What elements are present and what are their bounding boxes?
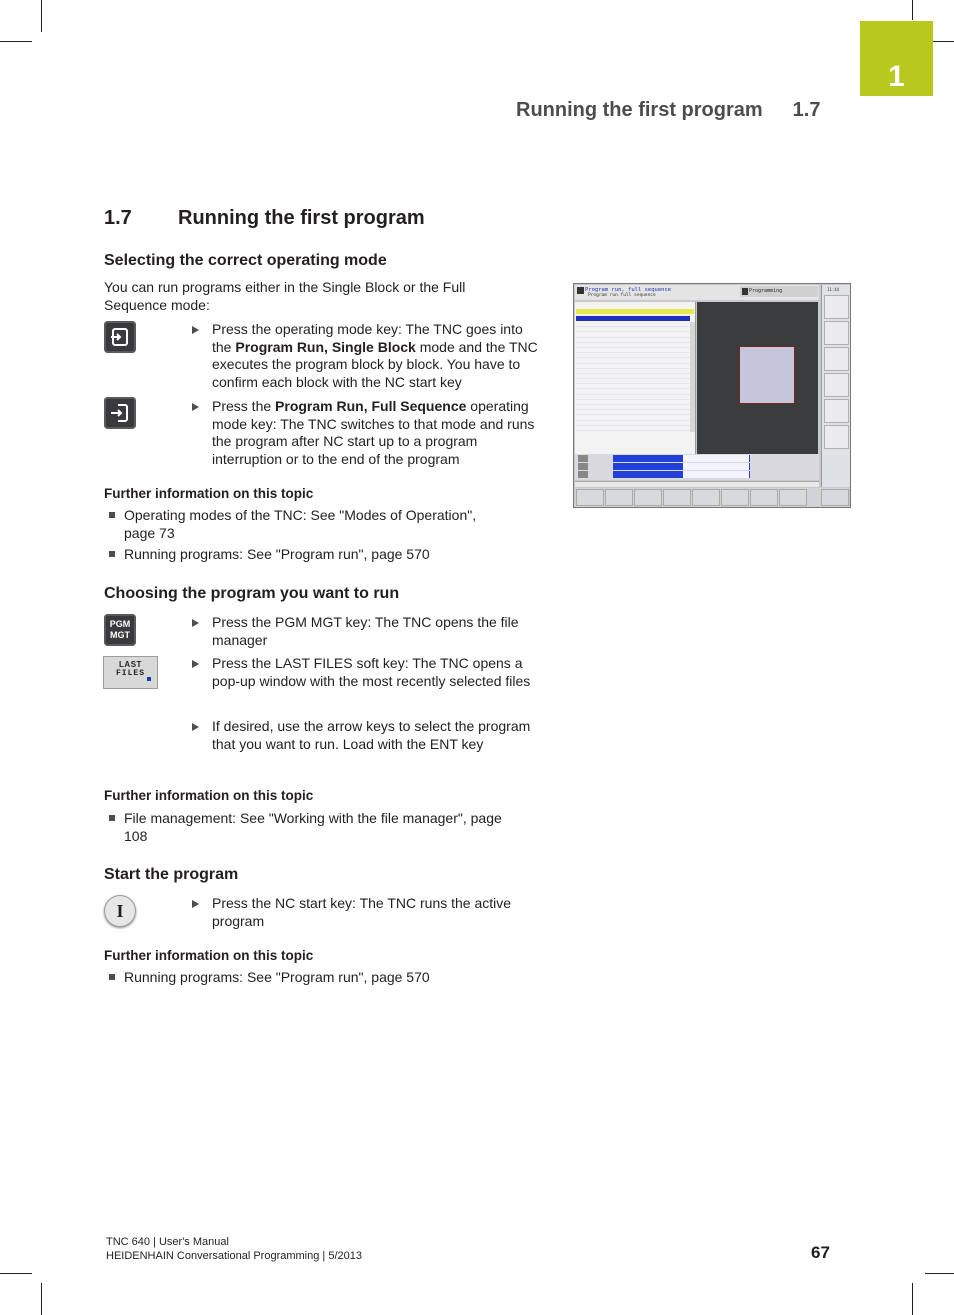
- side-softkey[interactable]: [824, 373, 849, 397]
- crop-mark: [0, 41, 32, 42]
- step-single-block: [192, 321, 538, 391]
- crop-mark: [41, 0, 42, 32]
- further-info-heading: Further information on this topic: [104, 788, 314, 803]
- tnc-screenshot: [573, 283, 851, 508]
- screen-clock: 11:44: [827, 287, 840, 292]
- softkey-line1: LAST: [119, 660, 142, 669]
- step-marker: [192, 619, 199, 627]
- screen-softkey[interactable]: [692, 489, 720, 506]
- full-sequence-icon: [104, 397, 136, 429]
- single-block-key[interactable]: [104, 321, 136, 353]
- last-files-softkey[interactable]: [103, 656, 158, 689]
- crop-mark: [925, 1273, 954, 1274]
- bullet-marker: [109, 512, 115, 518]
- side-panel: [821, 285, 850, 487]
- side-softkey[interactable]: [824, 425, 849, 449]
- running-head-title: Running the first program: [516, 99, 763, 121]
- position-value: [683, 463, 749, 470]
- section-title-text: Running the first program: [178, 207, 425, 229]
- softkey-indicator: [147, 677, 151, 681]
- screen-header: [575, 285, 819, 300]
- step-text: Press the PGM MGT key: The TNC opens the file manager: [212, 614, 519, 648]
- listing-highlight: [576, 309, 694, 314]
- running-head-number: 1.7: [792, 99, 821, 121]
- listing-scrollbar[interactable]: [690, 322, 695, 432]
- programming-mode: Programming: [740, 286, 818, 297]
- screen-softkey[interactable]: [750, 489, 778, 506]
- list-item[interactable]: [109, 546, 509, 564]
- step-text: If desired, use the arrow keys to select the program that you want to run. Load with the ENT key: [212, 718, 531, 752]
- softkey-line2: FILES: [115, 669, 145, 678]
- side-softkey[interactable]: [824, 399, 849, 423]
- list-item-text: Running programs: See "Program run", page 570: [124, 546, 430, 562]
- step-text: Press the Program Run, Full Sequence operating mode key: The TNC switches to that mode and runs the program after NC start up to a program interruption or to the end of the program: [212, 398, 535, 467]
- step-marker: [192, 326, 199, 334]
- full-sequence-key[interactable]: [104, 397, 136, 429]
- screen-softkey[interactable]: [663, 489, 691, 506]
- step-text: Press the LAST FILES soft key: The TNC opens a pop-up window with the most recently selected files: [212, 655, 531, 689]
- side-softkey[interactable]: [824, 347, 849, 371]
- section-title: [104, 207, 425, 230]
- step-text: Press the operating mode key: The TNC goes into the Program Run, Single Block mode and the TNC executes the program block by block. You have to confirm each block with the NC start key: [212, 321, 538, 390]
- workpiece-graphic: [739, 346, 795, 404]
- mode-icon: [577, 287, 584, 294]
- further-info-heading: Further information on this topic: [104, 486, 314, 501]
- list-item-text: Operating modes of the TNC: See "Modes of Operation", page 73: [124, 507, 477, 541]
- footer-line2: HEIDENHAIN Conversational Programming | 5/2013: [106, 1250, 362, 1262]
- screen-softkey[interactable]: [721, 489, 749, 506]
- nc-start-key[interactable]: I: [104, 895, 136, 927]
- step-nc-start: [192, 895, 538, 930]
- bullet-marker: [109, 815, 115, 821]
- crop-mark: [912, 0, 913, 20]
- list-item[interactable]: [109, 969, 509, 987]
- program-listing: [575, 302, 696, 454]
- footer-line1: TNC 640 | User's Manual: [106, 1236, 229, 1248]
- side-softkey[interactable]: [824, 321, 849, 345]
- chapter-tab: [860, 21, 933, 96]
- step-full-sequence: [192, 398, 538, 468]
- mode-title: Program run, full sequence: [585, 287, 672, 293]
- choosing-heading: Choosing the program you want to run: [104, 585, 400, 602]
- step-marker: [192, 403, 199, 411]
- step-marker: [192, 900, 199, 908]
- single-block-icon: [104, 321, 136, 353]
- screen-softkey[interactable]: [634, 489, 662, 506]
- axis-icon: [578, 471, 588, 478]
- list-item-text: File management: See "Working with the file manager", page 108: [124, 810, 502, 844]
- pgm-key-line2: MGT: [110, 630, 130, 640]
- step-pgm-mgt: [192, 614, 538, 649]
- list-item-text: Running programs: See "Program run", page 570: [124, 969, 430, 985]
- side-softkey[interactable]: [824, 295, 849, 319]
- screen-softkey[interactable]: [576, 489, 604, 506]
- listing-lines: [576, 322, 690, 431]
- step-select-program: [192, 718, 538, 753]
- pgm-mgt-key[interactable]: [104, 614, 136, 646]
- status-bar: [575, 481, 819, 487]
- page-number: 67: [811, 1243, 830, 1262]
- running-head: [516, 99, 820, 122]
- list-item[interactable]: [109, 810, 509, 845]
- selecting-heading: Selecting the correct operating mode: [104, 252, 387, 269]
- chapter-number: 1: [888, 60, 905, 93]
- crop-mark: [912, 1283, 913, 1315]
- listing-active-line: [576, 316, 690, 321]
- further-info-heading: Further information on this topic: [104, 948, 314, 963]
- screen-softkey[interactable]: [605, 489, 633, 506]
- axis-icon: [578, 455, 588, 462]
- bullet-marker: [109, 551, 115, 557]
- axis-icon: [578, 463, 588, 470]
- step-marker: [192, 723, 199, 731]
- position-value: [683, 471, 749, 478]
- position-value: [683, 455, 749, 462]
- bullet-marker: [109, 974, 115, 980]
- section-number: 1.7: [104, 207, 132, 229]
- screen-softkey[interactable]: [779, 489, 807, 506]
- step-text: Press the NC start key: The TNC runs the active program: [212, 895, 512, 929]
- list-item[interactable]: [109, 507, 509, 542]
- crop-mark: [41, 1283, 42, 1315]
- step-marker: [192, 660, 199, 668]
- graphics-view: [697, 302, 818, 454]
- position-display: [575, 454, 819, 480]
- screen-softkey[interactable]: [821, 489, 849, 506]
- mode-subtitle: Program run full sequence: [588, 293, 656, 298]
- softkey-row: [575, 488, 849, 507]
- step-last-files: [192, 655, 538, 690]
- start-heading: Start the program: [104, 866, 239, 883]
- crop-mark: [0, 1273, 32, 1274]
- selecting-intro: You can run programs either in the Single Block or the Full Sequence mode:: [104, 279, 466, 313]
- pgm-key-line1: PGM: [109, 619, 131, 629]
